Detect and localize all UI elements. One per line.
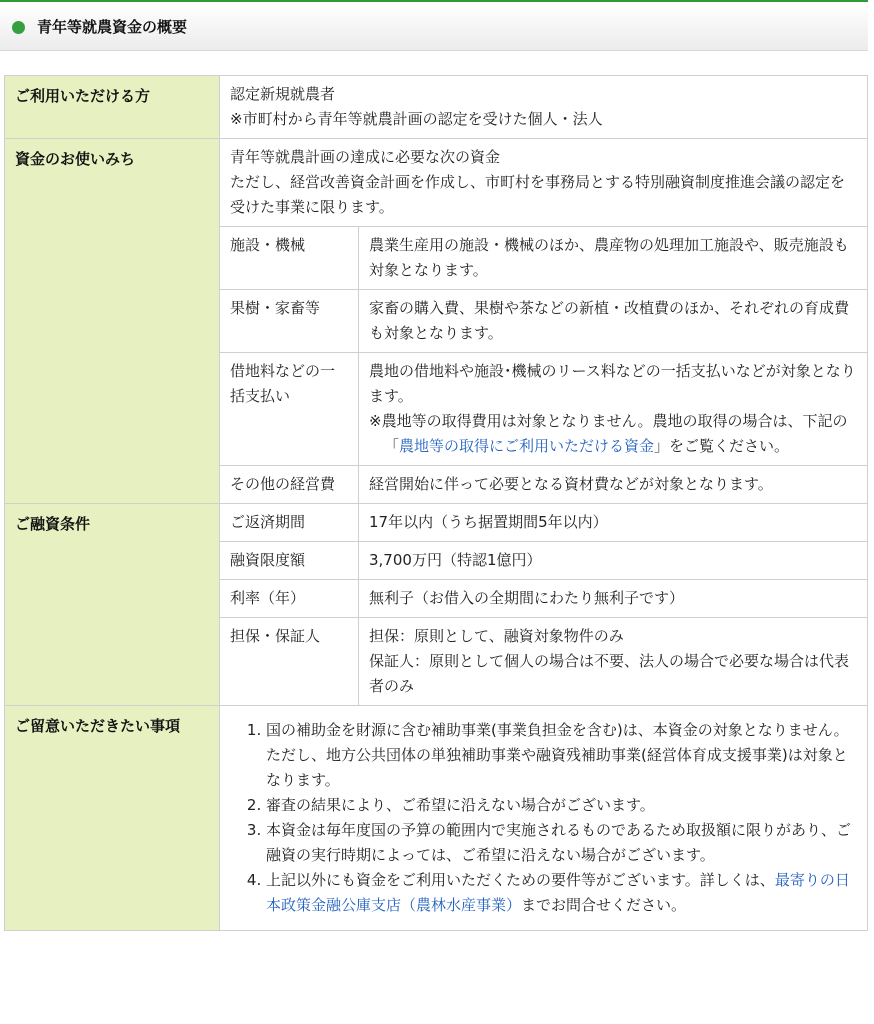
note4-prefix: 上記以外にも資金をご利用いただくための要件等がございます。詳しくは、: [266, 871, 775, 889]
section-heading: [0, 0, 868, 51]
terms-desc: 保証人：原則として個人の場合は不要、法人の場合で必要な場合は代表者のみ: [369, 652, 850, 695]
terms-desc: 無利子（お借入の全期間にわたり無利子です）: [359, 580, 868, 618]
row-label-terms: ご融資条件: [5, 504, 220, 706]
uses-row: [220, 227, 867, 290]
terms-desc: 3,700万円（特認1億円）: [359, 542, 868, 580]
terms-row: [220, 580, 867, 618]
uses-desc: 経営開始に伴って必要となる資材費などが対象となります。: [359, 466, 868, 504]
uses-subtable: [220, 226, 867, 503]
land-note: [369, 409, 857, 459]
note4-suffix: までお問合せください。: [521, 896, 687, 914]
uses-desc-cell: [359, 353, 868, 466]
terms-key: ご返済期間: [220, 504, 359, 542]
uses-intro2: ただし、経営改善資金計画を作成し、市町村を事務局とする特別融資制度推進会議の認定を受けた事業に限ります。: [230, 173, 846, 216]
terms-desc: 17年以内（うち据置期間5年以内）: [369, 513, 608, 531]
terms-key: 利率（年）: [220, 580, 359, 618]
list-item: 1. 国の補助金を財源に含む補助事業(事業負担金を含む)は、本資金の対象となりません。ただし、地方公共団体の単独補助事業や融資残補助事業(経営体育成支援事業)は対象となります。: [266, 718, 857, 793]
terms-subtable: [220, 504, 867, 705]
uses-key: 施設・機械: [220, 227, 359, 290]
eligible-value: [220, 76, 868, 139]
eligible-line2: ※市町村から青年等就農計画の認定を受けた個人・法人: [230, 110, 603, 128]
uses-intro1: 青年等就農計画の達成に必要な次の資金: [230, 148, 501, 166]
row-eligible: [5, 76, 868, 139]
page-title: 青年等就農資金の概要: [37, 18, 188, 36]
uses-desc: 農業生産用の施設・機械のほか、農産物の処理加工施設や、販売施設も対象となります。: [359, 227, 868, 290]
uses-row: [220, 466, 867, 504]
uses-row: [220, 353, 867, 466]
uses-row: [220, 290, 867, 353]
list-item: 2. 審査の結果により、ご希望に沿えない場合がございます。: [266, 793, 857, 818]
land-note-prefix: ※農地等の取得費用は対象となりません。農地の取得の場合は、下記の「: [369, 412, 848, 455]
row-uses: [5, 139, 868, 504]
eligible-line1: 認定新規就農者: [230, 85, 336, 103]
notes-value: [220, 706, 868, 931]
terms-row: [220, 542, 867, 580]
uses-value: [220, 139, 868, 504]
terms-desc-cell: [359, 618, 868, 706]
terms-key: 担保・保証人: [220, 618, 359, 706]
terms-key: 融資限度額: [220, 542, 359, 580]
uses-desc: 家畜の購入費、果樹や茶などの新植・改植費のほか、それぞれの育成費も対象となります。: [359, 290, 868, 353]
notes-list: [230, 718, 857, 918]
terms-row: [220, 618, 867, 706]
terms-desc: 担保：原則として、融資対象物件のみ: [369, 627, 624, 645]
row-label-notes: ご留意いただきたい事項: [5, 706, 220, 931]
terms-value: [220, 504, 868, 706]
land-acquisition-funds-link[interactable]: 農地等の取得にご利用いただける資金: [399, 437, 655, 455]
overview-table: [4, 75, 868, 931]
row-notes: [5, 706, 868, 931]
row-label-eligible: ご利用いただける方: [5, 76, 220, 139]
bullet-dot-icon: [12, 21, 25, 34]
uses-key: 果樹・家畜等: [220, 290, 359, 353]
row-label-uses: 資金のお使いみち: [5, 139, 220, 504]
row-terms: [5, 504, 868, 706]
land-note-suffix: 」をご覧ください。: [654, 437, 790, 455]
list-item: [266, 868, 857, 918]
terms-row: [220, 504, 867, 542]
uses-key: その他の経営費: [220, 466, 359, 504]
list-item: 3. 本資金は毎年度国の予算の範囲内で実施されるものであるため取扱額に限りがあり、ご融資の実行時期によっては、ご希望に沿えない場合がございます。: [266, 818, 857, 868]
nearest-branch-link[interactable]: 最寄りの日本政策金融公庫支店（農林水産事業）: [266, 871, 850, 914]
uses-key: 借地料などの一括支払い: [220, 353, 359, 466]
uses-desc: 農地の借地料や施設･機械のリース料などの一括支払いなどが対象となります。: [369, 362, 856, 405]
